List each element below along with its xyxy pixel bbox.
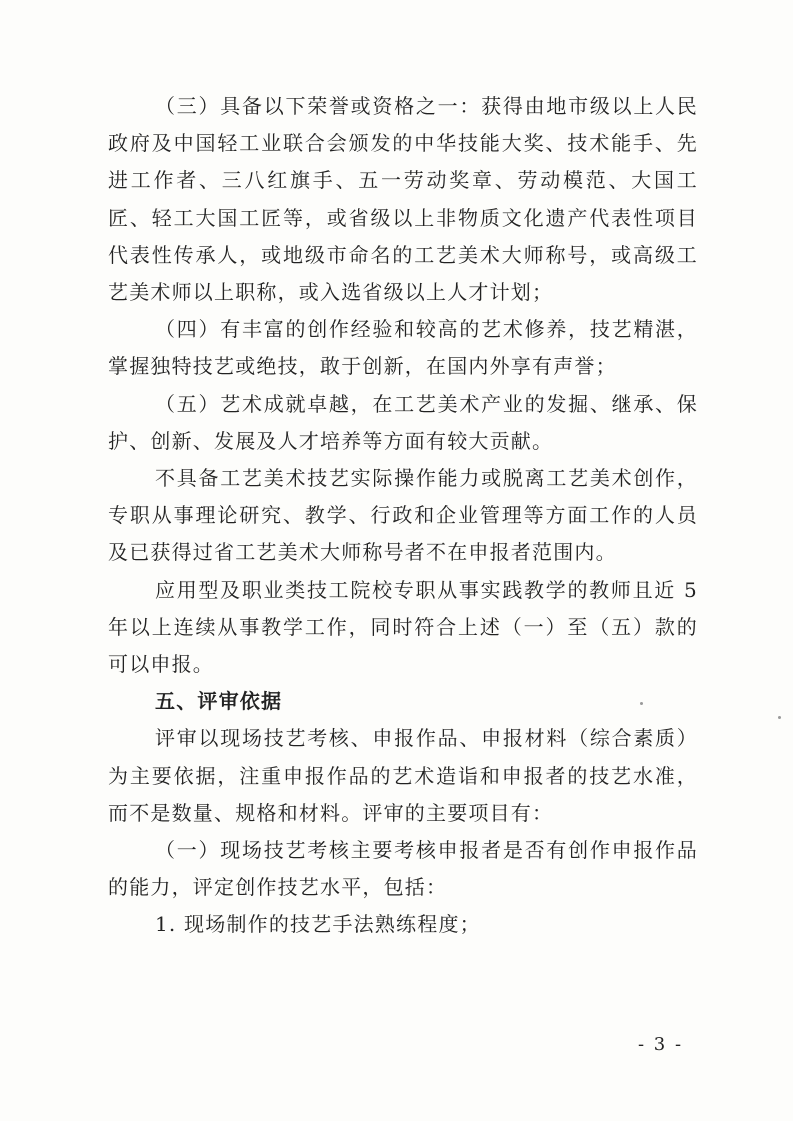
paragraph-teachers-eligibility: 应用型及职业类技工院校专职从事实践教学的教师且近 5年以上连续从事教学工作，同时符合上述（一）至（五）款的可以申报。 xyxy=(108,577,698,677)
section-heading-review-basis: 五、评审依据 xyxy=(155,689,283,714)
document-body xyxy=(108,88,698,944)
list-item-technique-proficiency: 1. 现场制作的技艺手法熟练程度； xyxy=(155,912,481,937)
paragraph-review-basis: 评审以现场技艺考核、申报作品、申报材料（综合素质）为主要依据，注重申报作品的艺术造诣和申报者的技艺水准，而不是数量、规格和材料。评审的主要项目有： xyxy=(108,726,698,825)
paragraph-onsite-assessment: （一）现场技艺考核主要考核申报者是否有创作申报作品的能力，评定创作技艺水平，包括： xyxy=(108,838,698,900)
scan-speck xyxy=(640,702,643,705)
paragraph-exclusions: 不具备工艺美术技艺实际操作能力或脱离工艺美术创作，专职从事理论研究、教学、行政和企业管理等方面工作的人员及已获得过省工艺美术大师称号者不在申报者范围内。 xyxy=(108,466,698,565)
paragraph-experience-requirement: （四）有丰富的创作经验和较高的艺术修养，技艺精湛，掌握独特技艺或绝技，敢于创新，在国内外享有声誉； xyxy=(108,317,698,379)
page-number: - 3 - xyxy=(638,1034,684,1055)
scan-speck xyxy=(778,716,781,719)
paragraph-achievement-requirement: （五）艺术成就卓越，在工艺美术产业的发掘、继承、保护、创新、发展及人才培养等方面有较大贡献。 xyxy=(108,391,698,453)
paragraph-honors-requirement: （三）具备以下荣誉或资格之一：获得由地市级以上人民政府及中国轻工业联合会颁发的中华技能大奖、技术能手、先进工作者、三八红旗手、五一劳动奖章、劳动模范、大国工匠、轻工大国工匠等，或省级以上非物质文化遗产代表性项目代表性传承人，或地级市命名的工艺美术大师称号，或高级工艺美术师以上职称，或入选省级以上人才计划； xyxy=(108,94,698,305)
